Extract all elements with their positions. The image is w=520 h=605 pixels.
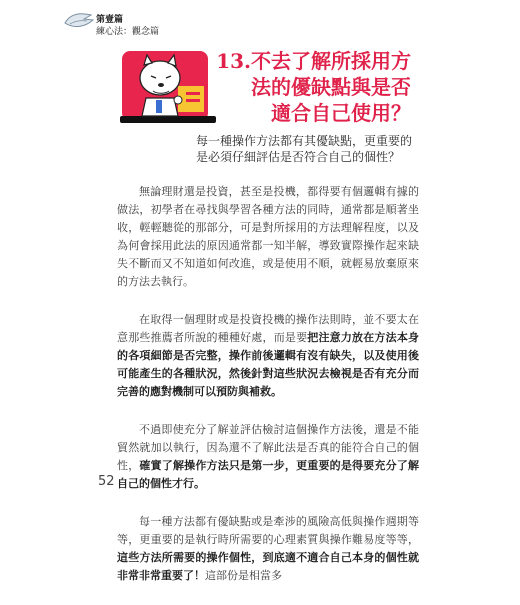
paragraph-4-tail: 這部份是相當多 [205,569,282,582]
bird-logo-icon [62,8,96,34]
chapter-title-line-3: 適合自己使用？ [271,101,411,125]
paragraph-2-highlight: 把注意力放在方法本身的各項細節是否完整，操作前後邏輯有沒有缺失，以及使用後可能產生的各種狀況，然後針對這些狀況去檢視是否有充分而完善的應對機制可以預防與補救。 [117,331,420,398]
paragraph-4-text: 每一種方法都有優缺點或是牽涉的風險高低與操作週期等等，更重要的是執行時所需要的心理素質與操作難易度等等， [117,515,419,546]
body-text [117,183,419,605]
paragraph-1-text: 無論理財還是投資，甚至是投機，都得要有個邏輯有據的做法，初學者在尋找與學習各種方法的同時，通常都是順著坐收，輕輕聽從的那部分，可是對所採用的方法理解程度，以及為何會採用此法的原因通常都一知半解，導致實際操作起來缺失不斷而又不知道如何改進，或是使用不順，就輕易放棄原來的方法去執行。 [117,185,419,288]
chapter-subtitle-line-1: 每一種操作方法都有其優缺點，更重要的 [196,134,413,148]
chapter-title-line-2: 法的優缺點與是否 [251,75,411,99]
chapter-label: 第壹篇 [96,15,124,25]
cartoon-character-illustration [120,48,216,126]
paragraph-2 [117,311,419,401]
running-header [62,8,182,38]
chapter-title-block [120,48,410,126]
paragraph-1 [117,183,419,291]
page-number: 52 [98,474,115,489]
paragraph-3-highlight: 確實了解操作方法只是第一步，更重要的是得要充分了解自己的個性才行。 [117,459,420,490]
paragraph-4-highlight: 這些方法所需要的操作個性，到底適不適合自己本身的個性就非常非常重要了！ [117,551,419,582]
paragraph-2-text: 在取得一個理財或是投資投機的操作法則時，並不要太在意那些推薦者所說的種種好處，而是要 [117,313,419,344]
chapter-title [216,48,411,126]
paragraph-3-text: 不過即使充分了解並評估檢討這個操作方法後，還是不能貿然就加以執行，因為還不了解此法是否真的能符合自己的個性， [117,423,419,472]
section-label: 練心法：觀念篇 [96,27,160,37]
chapter-title-line-1: 13.不去了解所採用方 [216,49,411,73]
paragraph-3 [117,421,419,493]
chapter-subtitle [196,133,412,165]
paragraph-4 [117,513,419,585]
chapter-subtitle-line-2: 是必須仔細評估是否符合自己的個性？ [196,150,401,164]
